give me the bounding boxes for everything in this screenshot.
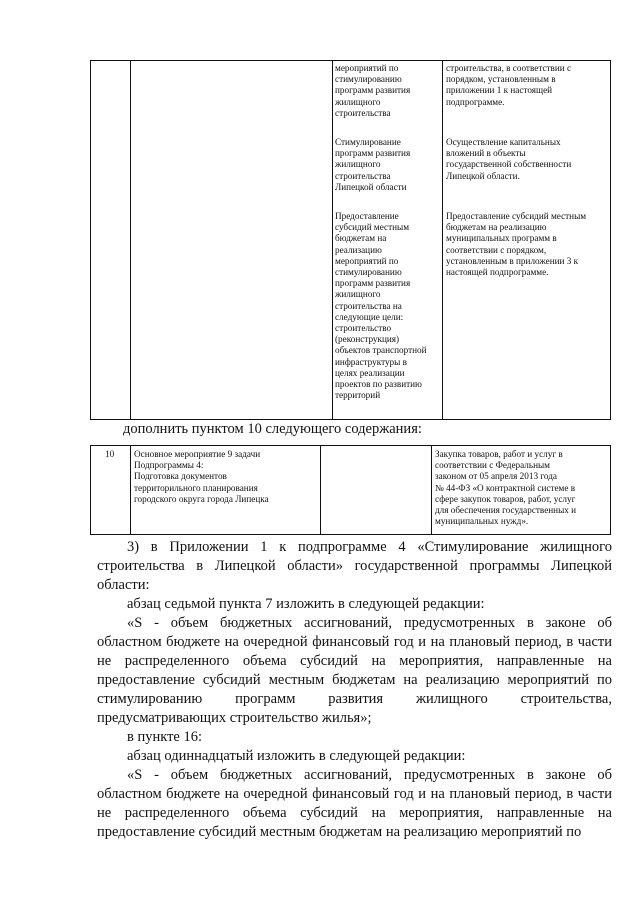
paragraph-instruction: абзац одиннадцатый изложить в следующей редакции: <box>127 748 466 764</box>
table-cell-description: Предоставление субсидий местным бюджетам на реализацию муниципальных программ в соответствии с порядком, установленным в приложении 3 к настоящей подпрограмме. <box>446 211 587 278</box>
column-divider <box>130 61 131 419</box>
paragraph-formula-definition: «S - объем бюджетных ассигнований, предусмотренных в законе об областном бюджете на очередной финансовый год и на плановый период, в части не распределенного объема субсидий на мероприятия, направленные на предоставление субсидий местным бюджетам на реализацию мероприятий по стимулированию программ развития жилищного строительства, предусматривающих строительство жилья»; <box>97 615 612 726</box>
paragraph-instruction: абзац седьмой пункта 7 изложить в следующей редакции: <box>127 596 485 612</box>
column-divider <box>320 446 321 534</box>
paragraph-appendix-change: 3) в Приложении 1 к подпрограмме 4 «Стимулирование жилищного строительства в Липецкой области» государственной программы Липецкой области: <box>97 539 612 593</box>
append-instruction: дополнить пунктом 10 следующего содержания: <box>123 421 422 437</box>
table-cell-description: строительства, в соответствии с порядком, установленным в приложении 1 к настоящей подпрограмме. <box>446 63 572 107</box>
table-cell-description: Осуществление капитальных вложений в объекты государственной собственности Липецкой области. <box>446 137 572 181</box>
program-table-continued <box>90 60 611 420</box>
paragraph-formula-definition-continued: «S - объем бюджетных ассигнований, предусмотренных в законе об областном бюджете на очередной финансовый год и на плановый период, в части не распределенного объема субсидий на мероприятия, направленные на предоставление субсидий местным бюджетам на реализацию мероприятий по <box>97 767 612 840</box>
table-cell-event: Стимулирование программ развития жилищного строительства Липецкой области <box>335 137 411 192</box>
column-divider <box>332 61 333 419</box>
new-item-table <box>90 445 611 535</box>
table-cell-event: мероприятий по стимулированию программ развития жилищного строительства <box>335 63 411 118</box>
table-cell-event: Основное мероприятие 9 задачи Подпрограммы 4: Подготовка документов территорильного планирования городского округа города Липецка <box>134 449 269 504</box>
table-cell-event: Предоставление субсидий местным бюджетам на реализацию мероприятий по стимулированию программ развития жилищного строительства на следующие цели: строительство (реконструкция) объектов транспортной инфраструктуры в целях реализации проектов по развитию территорий <box>335 211 427 401</box>
column-divider <box>442 61 443 419</box>
table-cell-description: Закупка товаров, работ и услуг в соответствии с Федеральным законом от 05 апреля 2013 года № 44-ФЗ «О контрактной системе в сфере закупок товаров, работ, услуг для обеспечения государственных и муниципальных нужд». <box>435 449 577 527</box>
body-text <box>97 538 612 842</box>
column-divider <box>130 446 131 534</box>
table-cell-number: 10 <box>105 449 115 459</box>
paragraph-point-16: в пункте 16: <box>127 729 203 745</box>
column-divider <box>431 446 432 534</box>
